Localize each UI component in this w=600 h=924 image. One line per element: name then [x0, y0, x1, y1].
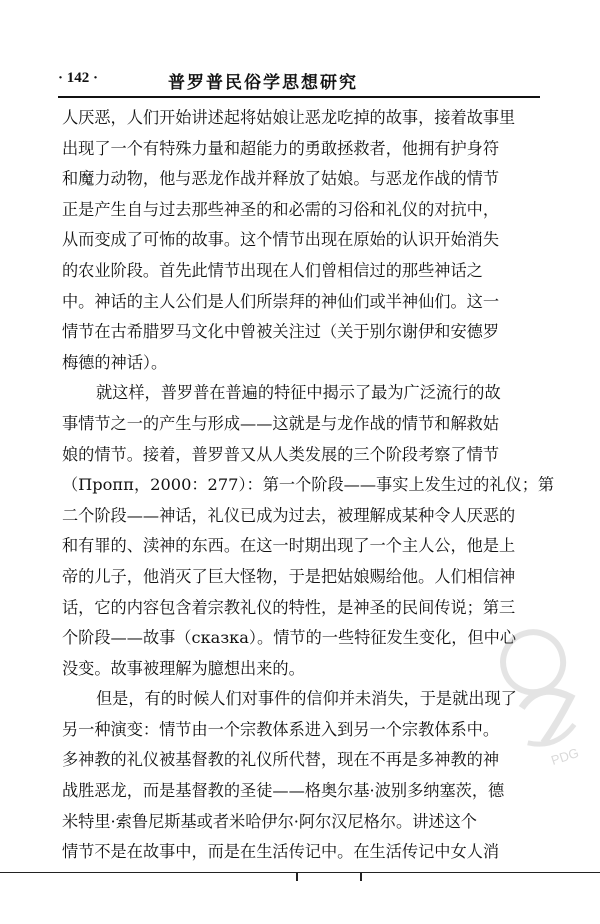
text-line: （Пропп，2000：277）：第一个阶段——事实上发生过的礼仪；第	[62, 475, 555, 495]
text-line: 没变。故事被理解为臆想出来的。	[62, 658, 305, 678]
text-line: 个阶段——故事（сказка）。情节的一些特征发生变化，但中心	[62, 628, 517, 648]
page-number: · 142 ·	[58, 70, 99, 86]
text-line: 人厌恶，人们开始讲述起将姑娘让恶龙吃掉的故事，接着故事里	[62, 108, 516, 127]
running-title: 普罗普民俗学思想研究	[168, 73, 358, 93]
bottom-tick-mark	[360, 873, 362, 881]
paragraph-start-line: 就这样，普罗普在普遍的特征中揭示了最为广泛流行的故	[96, 383, 501, 403]
text-line: 梅德的神话）。	[62, 352, 168, 372]
text-line: 中。神话的主人公们是人们所崇拜的神仙们或半神仙们。这一	[62, 291, 500, 311]
text-line: 二个阶段——神话，礼仪已成为过去，被理解成某种令人厌恶的	[62, 505, 516, 525]
text-line: 从而变成了可怖的故事。这个情节出现在原始的认识开始消失	[62, 230, 500, 250]
text-line: 多神教的礼仪被基督教的礼仪所代替，现在不再是多神教的神	[62, 750, 500, 770]
text-line: 和魔力动物，他与恶龙作战并释放了姑娘。与恶龙作战的情节	[62, 169, 500, 189]
text-line: 娘的情节。接着，普罗普又从人类发展的三个阶段考察了情节	[62, 444, 500, 464]
text-line: 正是产生自与过去那些神圣的和必需的习俗和礼仪的对抗中，	[62, 199, 500, 219]
page-header	[58, 64, 538, 94]
text-line: 情节不是在故事中，而是在生活传记中。在生活传记中女人消	[62, 842, 500, 862]
text-line: 话，它的内容包含着宗教礼仪的特性，是神圣的民间传说；第三	[62, 597, 516, 617]
text-line: 的农业阶段。首先此情节出现在人们曾相信过的那些神话之	[62, 260, 483, 280]
text-line: 事情节之一的产生与形成——这就是与龙作战的情节和解救姑	[62, 413, 500, 433]
text-line: 米特里·索鲁尼斯基或者米哈伊尔·阿尔汉尼格尔。讲述这个	[62, 811, 477, 831]
watermark-text: PDG	[549, 745, 581, 768]
paragraph-start-line: 但是，有的时候人们对事件的信仰并未消失，于是就出现了	[96, 689, 517, 709]
bottom-tick-mark	[296, 873, 298, 881]
text-line: 战胜恶龙，而是基督教的圣徒——格奥尔基·波别多纳塞茨，德	[62, 781, 505, 801]
text-line: 出现了一个有特殊力量和超能力的勇敢拯救者，他拥有护身符	[62, 138, 500, 158]
body-text	[62, 103, 555, 868]
header-rule	[58, 96, 540, 98]
text-line: 情节在古希腊罗马文化中曾被关注过（关于别尔谢伊和安德罗	[62, 322, 500, 342]
text-line: 和有罪的、渎神的东西。在这一时期出现了一个主人公，他是上	[62, 536, 516, 556]
text-line: 另一种演变：情节由一个宗教体系进入到另一个宗教体系中。	[62, 719, 500, 739]
text-line: 帝的儿子，他消灭了巨大怪物，于是把姑娘赐给他。人们相信神	[62, 566, 516, 586]
page-bottom-edge	[0, 872, 600, 873]
